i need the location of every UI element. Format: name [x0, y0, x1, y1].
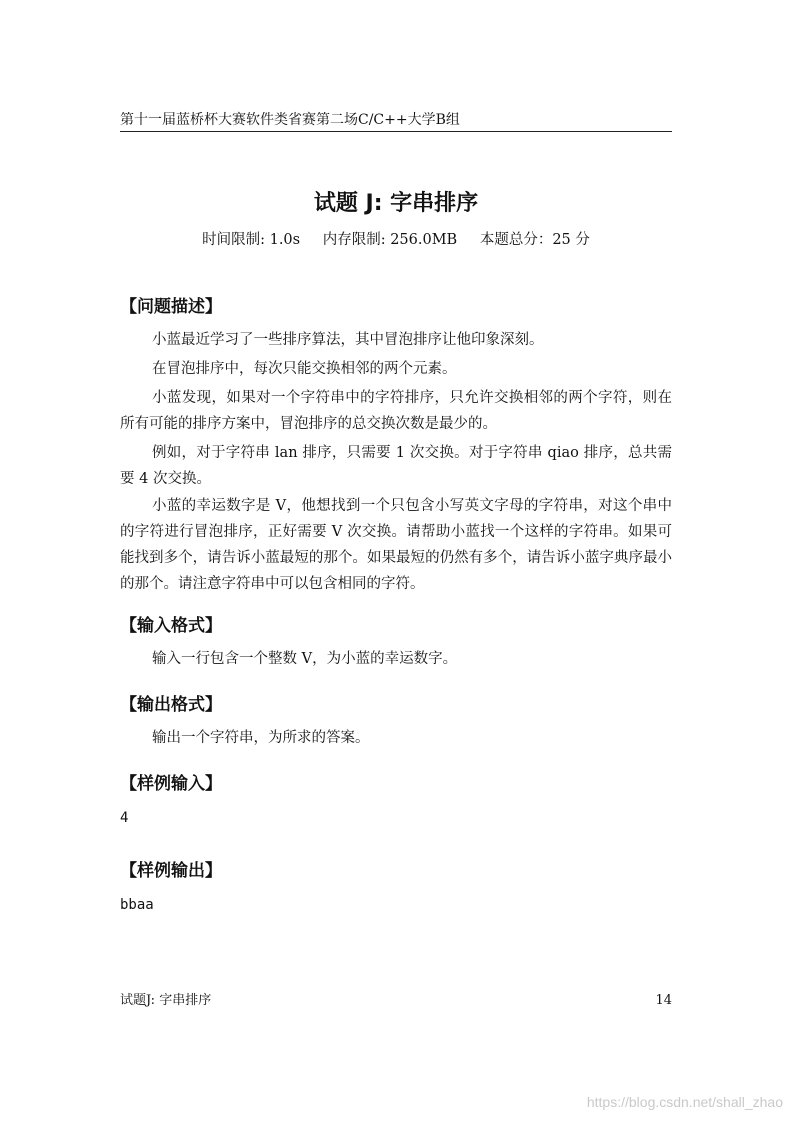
page-number: 14 — [655, 993, 672, 1008]
input-format-text: 输入一行包含一个整数 V，为小蓝的幸运数字。 — [152, 651, 458, 667]
output-format-heading: 【输出格式】 — [120, 695, 222, 715]
footer-title: 试题J: 字串排序 — [120, 993, 212, 1008]
output-format-text: 输出一个字符串，为所求的答案。 — [152, 730, 370, 746]
time-limit: 时间限制: 1.0s — [202, 232, 301, 248]
sample-input-heading: 【样例输入】 — [120, 774, 222, 794]
description-paragraph-3: 小蓝发现，如果对一个字符串中的字符排序，只允许交换相邻的两个字符，则在所有可能的排序方案中，冒泡排序的总交换次数是最少的。 — [120, 390, 672, 432]
sample-output-heading: 【样例输出】 — [120, 861, 222, 881]
description-heading: 【问题描述】 — [120, 297, 222, 317]
description-paragraph-1: 小蓝最近学习了一些排序算法，其中冒泡排序让他印象深刻。 — [152, 332, 544, 348]
running-header: 第十一届蓝桥杯大赛软件类省赛第二场C/C++大学B组 — [120, 112, 460, 128]
problem-title: 试题 J: 字串排序 — [313, 191, 479, 216]
memory-limit: 内存限制: 256.0MB — [322, 232, 458, 248]
problem-meta — [120, 230, 672, 250]
description-paragraph-4: 例如，对于字符串 lan 排序，只需要 1 次交换。对于字符串 qiao 排序，总共需要 4 次交换。 — [120, 445, 672, 487]
header-rule — [120, 131, 672, 132]
sample-output-value: bbaa — [120, 897, 154, 913]
total-score: 本题总分：25 分 — [479, 232, 590, 248]
watermark: https://blog.csdn.net/shall_zhao — [586, 1094, 783, 1110]
input-format-heading: 【输入格式】 — [120, 616, 222, 636]
sample-input-value: 4 — [120, 810, 129, 826]
description-paragraph-2: 在冒泡排序中，每次只能交换相邻的两个元素。 — [152, 361, 457, 377]
description-paragraph-5: 小蓝的幸运数字是 V，他想找到一个只包含小写英文字母的字符串，对这个串中的字符进行冒泡排序，正好需要 V 次交换。请帮助小蓝找一个这样的字符串。如果可能找到多个，请告诉小蓝最短的那个。如果最短的仍然有多个，请告诉小蓝字典序最小的那个。请注意字符串中可以包含相同的字符。 — [120, 498, 672, 592]
